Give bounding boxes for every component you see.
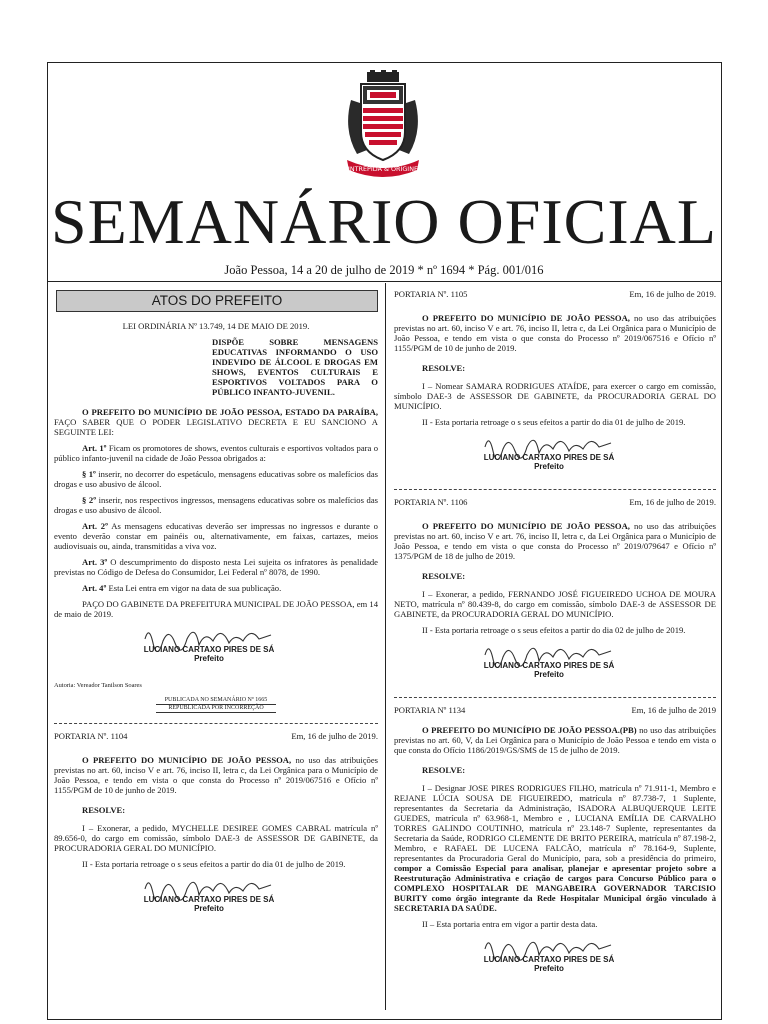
signature-name: LUCIANO CARTAXO PIRES DE SÁ bbox=[483, 453, 615, 462]
portaria-1104-lead-bold: O PREFEITO DO MUNICÍPIO DE JOÃO PESSOA, bbox=[82, 755, 292, 765]
signature-block bbox=[394, 433, 716, 481]
portaria-1104-lead-rest: no uso das atribuições previstas no art. 60, inciso V e art. 76, inciso II, letra c, da Lei Orgânica para o Município de João Pessoa, e tendo em vista o que consta do Processo nº 2019/067516 e Ofício nº 1155/PGM de 10 de junho de 2019. bbox=[54, 755, 379, 795]
signature-name-area bbox=[134, 645, 284, 663]
paragraph-2-text: inserir, nos respectivos ingressos, mensagens educativas sobre os malefícios das drogas e uso abusivo de álcool. bbox=[54, 495, 378, 515]
header-rule bbox=[47, 281, 722, 282]
section-divider bbox=[394, 489, 716, 490]
article-3-text: O descumprimento do disposto nesta Lei sujeita os infratores às penalidade previstas no Código de Defesa do Consumidor, Lei Federal nº 8078, de 1990. bbox=[54, 557, 378, 577]
portaria-1106-item-2: II - Esta portaria retroage o s seus efeitos a partir do dia 02 de julho de 2019. bbox=[422, 625, 686, 635]
signature-role: Prefeito bbox=[194, 654, 224, 663]
portaria-1106-item-1: I – Exonerar, a pedido, FERNANDO JOSÉ FIGUEIREDO UCHOA DE MOURA NETO, matrícula nº 80.439-8, do cargo em comissão, símbolo DAE-3 de ASSESSOR DE GABINETE, da PROCURADORIA GERAL DO MUNICÍPIO. bbox=[394, 589, 716, 619]
portaria-1134-date: Em, 16 de julho de 2019 bbox=[631, 705, 716, 715]
signature-role: Prefeito bbox=[194, 904, 224, 913]
portaria-1105-id: PORTARIA Nº. 1105 bbox=[394, 289, 468, 299]
portaria-1134-item-1-bold: compor a Comissão Especial para analisar, planejar e apresentar projeto sobre a Reestruturação Administrativa e criação de cargos para Concurso Público para o COMPLEXO HOSPITALAR DE MANGABEIRA GOVERNADOR TARCISIO BURITY como órgão integrante da Rede Hospitalar Municipal órgão vinculado à SECRETARIA DA SAÚDE. bbox=[394, 863, 716, 913]
right-column bbox=[394, 289, 716, 991]
article-4 bbox=[54, 583, 378, 593]
signature-role: Prefeito bbox=[534, 670, 564, 679]
article-1 bbox=[54, 443, 378, 463]
portaria-1105-date: Em, 16 de julho de 2019. bbox=[629, 289, 716, 299]
paragraph-1-text: inserir, no decorrer do espetáculo, mensagens educativas sobre os malefícios das drogas e uso abusivo de álcool. bbox=[54, 469, 378, 489]
portaria-1104-id: PORTARIA Nº. 1104 bbox=[54, 731, 128, 741]
preamble-rest: FAÇO SABER QUE O PODER LEGISLATIVO DECRETA E EU SANCIONO A SEGUINTE LEI: bbox=[54, 417, 378, 437]
article-4-label: Art. 4º bbox=[82, 583, 107, 593]
issue-info: João Pessoa, 14 a 20 de julho de 2019 * nº 1694 * Pág. 001/016 bbox=[224, 263, 544, 277]
portaria-1105-lead bbox=[394, 313, 716, 353]
law-heading: LEI ORDINÁRIA Nº 13.749, 14 DE MAIO DE 2019. bbox=[122, 321, 310, 331]
article-1-text: Ficam os promotores de shows, eventos culturais e esportivos voltados para o público infanto-juvenil na cidade de João Pessoa obrigados a: bbox=[54, 443, 378, 463]
publication-note bbox=[156, 697, 276, 713]
portaria-1104-header bbox=[54, 731, 378, 741]
left-column bbox=[54, 289, 378, 931]
portaria-1104-date: Em, 16 de julho de 2019. bbox=[291, 731, 378, 741]
portaria-1134-lead bbox=[394, 725, 716, 755]
column-divider bbox=[385, 283, 386, 1010]
portaria-1105-lead-rest: no uso das atribuições previstas no art. 60, inciso V e art. 76, inciso II, letra c, da Lei Orgânica para o Município de João Pessoa, e tendo em vista o que consta do Processo nº 2019/067516 e Ofício nº 1155/PGM de 10 de junho de 2019. bbox=[394, 313, 716, 353]
publication-line-2: REPUBLICADA POR INCORREÇÃO bbox=[156, 705, 276, 713]
signature-role: Prefeito bbox=[534, 462, 564, 471]
portaria-1106-date: Em, 16 de julho de 2019. bbox=[629, 497, 716, 507]
signature-name-area bbox=[134, 895, 284, 913]
preamble-bold: O PREFEITO DO MUNICÍPIO DE JOÃO PESSOA, ESTADO DA PARAÍBA, bbox=[82, 407, 378, 417]
signature-name: LUCIANO CARTAXO PIRES DE SÁ bbox=[483, 661, 615, 670]
portaria-1104-resolve: RESOLVE: bbox=[82, 805, 126, 815]
signature-name: LUCIANO CARTAXO PIRES DE SÁ bbox=[483, 955, 615, 964]
signature-block bbox=[54, 875, 378, 923]
publication-line-1: PUBLICADA NO SEMANÁRIO Nº 1665 bbox=[156, 697, 276, 705]
signature-name-area bbox=[474, 661, 624, 679]
signature-name: LUCIANO CARTAXO PIRES DE SÁ bbox=[143, 645, 275, 654]
paragraph-2 bbox=[54, 495, 378, 515]
portaria-1105-lead-bold: O PREFEITO DO MUNICÍPIO DE JOÃO PESSOA, bbox=[422, 313, 630, 323]
article-2-label: Art. 2º bbox=[82, 521, 108, 531]
signature-block bbox=[394, 641, 716, 689]
portaria-1134-lead-bold: O PREFEITO DO MUNICÍPIO DE JOÃO PESSOA.(PB) bbox=[422, 725, 637, 735]
portaria-1106-lead bbox=[394, 521, 716, 561]
article-4-text: Esta Lei entra em vigor na data de sua publicação. bbox=[108, 583, 282, 593]
signature-block bbox=[394, 935, 716, 983]
signature-name-area bbox=[474, 955, 624, 973]
paragraph-2-label: § 2º bbox=[82, 495, 97, 505]
signature-name: LUCIANO CARTAXO PIRES DE SÁ bbox=[143, 895, 275, 904]
portaria-1105-header bbox=[394, 289, 716, 299]
paragraph-1 bbox=[54, 469, 378, 489]
section-divider bbox=[394, 697, 716, 698]
portaria-1106-header bbox=[394, 497, 716, 507]
portaria-1106-id: PORTARIA Nº. 1106 bbox=[394, 497, 468, 507]
signature-role: Prefeito bbox=[534, 964, 564, 973]
portaria-1105-item-1: I – Nomear SAMARA RODRIGUES ATAÍDE, para exercer o cargo em comissão, símbolo DAE-3 de ASSESSOR DE GABINETE, da PROCURADORIA GERAL DO MUNICÍPIO. bbox=[394, 381, 716, 411]
portaria-1105-resolve: RESOLVE: bbox=[422, 363, 466, 373]
seal-motto: INTREPIDA & ORIGINE bbox=[347, 165, 419, 173]
signature-name-area bbox=[474, 453, 624, 471]
portaria-1105-item-2: II - Esta portaria retroage o s seus efeitos a partir do dia 01 de julho de 2019. bbox=[422, 417, 686, 427]
article-2 bbox=[54, 521, 378, 551]
section-title: ATOS DO PREFEITO bbox=[56, 290, 378, 312]
portaria-1104-item-1: I – Exonerar, a pedido, MYCHELLE DESIREE GOMES CABRAL matrícula nº 89.656-0, do cargo em comissão, símbolo DAE-3 de ASSESSOR DE GABINETE, da PROCURADORIA GERAL DO MUNICÍPIO. bbox=[54, 823, 378, 853]
portaria-1104-lead bbox=[54, 755, 378, 795]
signature-block bbox=[54, 625, 378, 673]
article-3 bbox=[54, 557, 378, 577]
article-1-label: Art. 1º bbox=[82, 443, 107, 453]
paco-text: PAÇO DO GABINETE DA PREFEITURA MUNICIPAL DE JOÃO PESSOA, em 14 de maio de 2019. bbox=[54, 599, 378, 619]
article-2-text: As mensagens educativas deverão ser impressas no ingressos e durante o evento deverão constar em painéis ou, alternativamente, em faixas, cartazes, meios audiovisuais ou, ainda, transmitidas a viva voz. bbox=[54, 521, 378, 551]
law-ementa: DISPÕE SOBRE MENSAGENS EDUCATIVAS INFORMANDO O USO INDEVIDO DE ÁLCOOL E DROGAS EM SHOWS, EVENTOS CULTURAIS E ESPORTIVOS VOLTADOS PARA O PÚBLICO INFANTO-JUVENIL. bbox=[212, 337, 378, 397]
portaria-1134-item-2: II – Esta portaria entra em vigor a partir desta data. bbox=[422, 919, 598, 929]
paragraph-1-label: § 1º bbox=[82, 469, 96, 479]
portaria-1104-item-2: II - Esta portaria retroage o s seus efeitos a partir do dia 01 de julho de 2019. bbox=[82, 859, 346, 869]
portaria-1106-lead-bold: O PREFEITO DO MUNICÍPIO DE JOÃO PESSOA, bbox=[422, 521, 630, 531]
law-preamble bbox=[54, 407, 378, 437]
section-divider bbox=[54, 723, 378, 724]
portaria-1106-resolve: RESOLVE: bbox=[422, 571, 466, 581]
portaria-1134-lead-rest: no uso das atribuições previstas no art. 60, V, da Lei Orgânica para o Município de João Pessoa e tendo em vista o que consta do Ofício 1186/2019/GS/SMS de 15 de julho de 2019. bbox=[394, 725, 716, 755]
portaria-1134-item-1-text: I – Designar JOSE PIRES RODRIGUES FILHO, matrícula nº 71.911-1, Membro e REJANE LÚCIA SOUSA DE FIGUEIREDO, matrícula nº 87.738-7, 1 Suplente, representantes da Secretaria da Administração, ISADORA ALBUQUERQUE LEITE GUEDES, matrícula nº 63.968-1, Membro e , LUCIANA EMÍLIA DE CARVALHO TORRES GALINDO COUTINHO, matrícula nº 23.148-7 Suplente, representantes da Secretaria da Saúde, RODRIGO CLEMENTE DE BRITO PEREIRA, matrícula nº 87.198-2, Membro, e RAFAEL DE LUCENA FALCÃO, matrícula nº 78.164-9, Suplente, representantes da Procuradoria Geral do Município, para, sob a presidência do primeiro, bbox=[394, 783, 716, 863]
article-3-label: Art. 3º bbox=[82, 557, 108, 567]
page-title: SEMANÁRIO OFICIAL bbox=[51, 186, 717, 257]
portaria-1106-lead-rest: no uso das atribuições previstas no art. 60, inciso V e art. 76, inciso II, letra c, da Lei Orgânica para o Município de João Pessoa, e tendo em vista o que consta do Processo nº 2019/079647 e Ofício nº 1375/PGM de 18 de julho de 2019. bbox=[394, 521, 716, 561]
coat-of-arms-seal bbox=[337, 70, 429, 182]
portaria-1134-resolve: RESOLVE: bbox=[422, 765, 466, 775]
portaria-1134-header bbox=[394, 705, 716, 715]
portaria-1134-item-1 bbox=[394, 783, 716, 913]
authorship: Autoria: Vereador Tanilson Soares bbox=[54, 682, 142, 689]
portaria-1134-id: PORTARIA Nº 1134 bbox=[394, 705, 466, 715]
